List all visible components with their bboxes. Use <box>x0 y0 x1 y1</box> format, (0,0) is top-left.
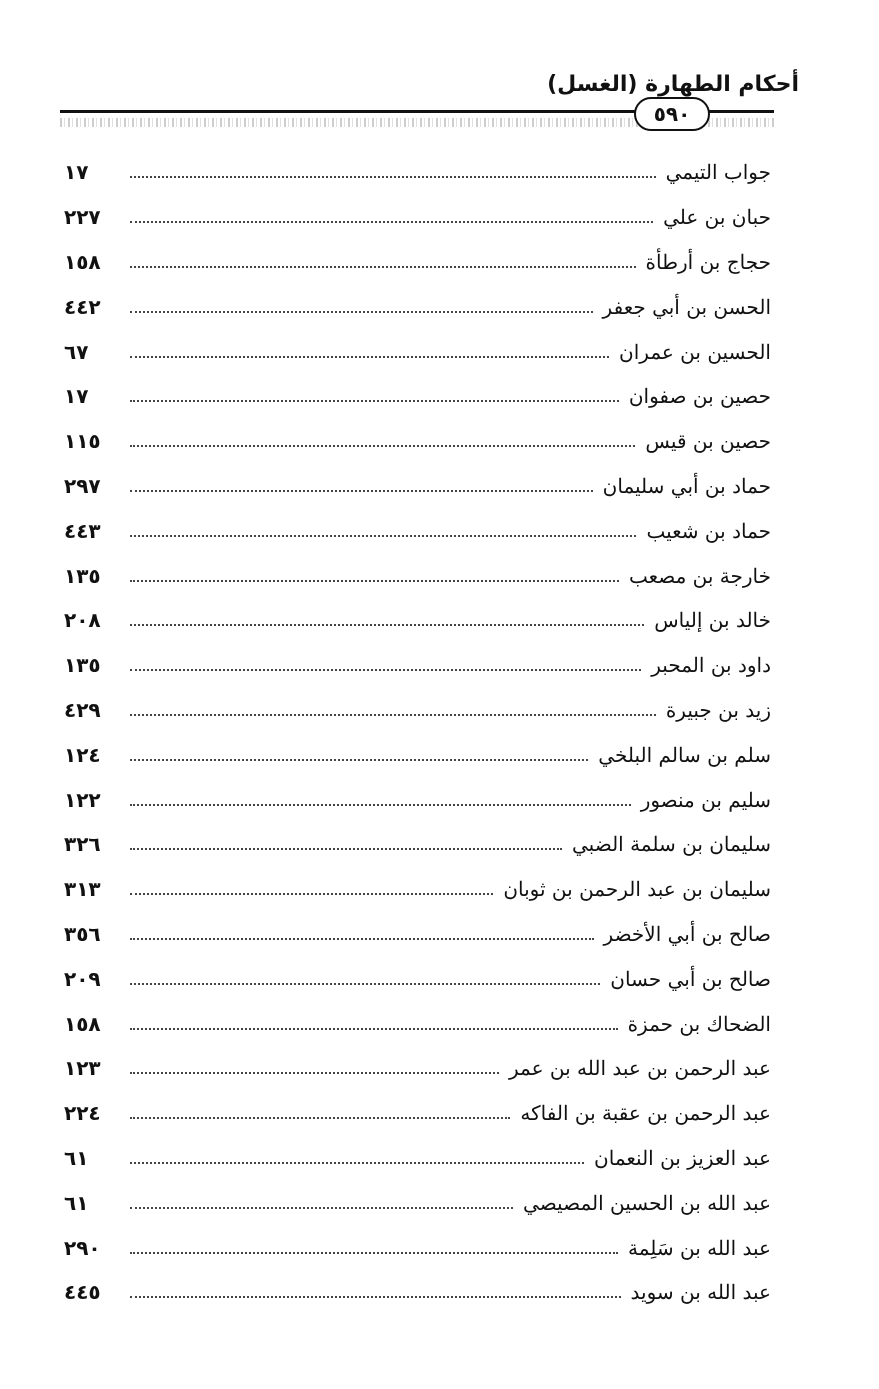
index-entry <box>64 1001 771 1046</box>
index-entry <box>64 508 771 553</box>
entry-page-number: ٦١ <box>64 1190 89 1215</box>
entry-name: جواب التيمي <box>665 160 771 185</box>
dot-leader <box>130 848 562 850</box>
index-entry <box>64 598 771 643</box>
dot-leader <box>130 669 641 671</box>
entry-page-number: ٢٢٧ <box>64 205 101 230</box>
dot-leader <box>130 176 656 178</box>
dot-leader <box>130 1162 584 1164</box>
entry-name: عبد الرحمن بن عبد الله بن عمر <box>508 1056 771 1081</box>
dot-leader <box>130 759 588 761</box>
entry-name: خارجة بن مصعب <box>628 563 771 588</box>
dot-leader <box>130 266 636 268</box>
index-entry <box>64 822 771 867</box>
dot-leader <box>130 1207 513 1209</box>
entry-name: حماد بن شعيب <box>646 518 771 543</box>
entry-page-number: ٤٤٥ <box>64 1280 101 1305</box>
entry-name: صالح بن أبي حسان <box>610 966 771 991</box>
index-entry <box>64 688 771 733</box>
dot-leader <box>130 1072 499 1074</box>
dot-leader <box>130 400 619 402</box>
dot-leader <box>130 1117 510 1119</box>
entry-name: الضحاك بن حمزة <box>627 1011 771 1036</box>
dot-leader <box>130 311 593 313</box>
index-entry <box>64 1225 771 1270</box>
index-entry <box>64 419 771 464</box>
dot-leader <box>130 983 600 985</box>
index-entry <box>64 867 771 912</box>
entry-name: عبد الرحمن بن عقبة بن الفاكه <box>520 1101 771 1126</box>
entry-page-number: ٣٥٦ <box>64 921 101 946</box>
entry-page-number: ١٧ <box>64 160 89 185</box>
entry-page-number: ٣٢٦ <box>64 832 101 857</box>
entry-page-number: ٢٠٩ <box>64 966 101 991</box>
dot-leader <box>130 1252 618 1254</box>
running-header-title: أحكام الطهارة (الغسل) <box>547 72 799 97</box>
index-entry <box>64 1180 771 1225</box>
entry-page-number: ٦١ <box>64 1145 89 1170</box>
entry-name: سليمان بن سلمة الضبي <box>572 832 771 857</box>
index-entry <box>64 732 771 777</box>
entry-page-number: ٤٢٩ <box>64 697 101 722</box>
entry-name: سليمان بن عبد الرحمن بن ثوبان <box>503 877 771 902</box>
index-entry <box>64 956 771 1001</box>
entry-name: حصين بن قيس <box>645 429 771 454</box>
dot-leader <box>130 221 653 223</box>
dot-leader <box>130 893 493 895</box>
entry-name: حبان بن علي <box>663 205 771 230</box>
entry-page-number: ٣١٣ <box>64 877 101 902</box>
entry-name: حماد بن أبي سليمان <box>602 473 771 498</box>
dot-leader <box>130 938 594 940</box>
dot-leader <box>130 535 636 537</box>
entry-name: صالح بن أبي الأخضر <box>603 921 771 946</box>
entry-page-number: ١٧ <box>64 384 89 409</box>
index-entry <box>64 195 771 240</box>
index-entry <box>64 240 771 285</box>
index-entry <box>64 553 771 598</box>
dot-leader <box>130 356 609 358</box>
index-entry <box>64 643 771 688</box>
entry-page-number: ١٥٨ <box>64 249 101 274</box>
index-entry <box>64 464 771 509</box>
entry-name: عبد العزيز بن النعمان <box>594 1145 771 1170</box>
entry-page-number: ١١٥ <box>64 429 101 454</box>
index-entry <box>64 284 771 329</box>
entry-page-number: ٦٧ <box>64 339 89 364</box>
index-entry <box>64 1136 771 1181</box>
dot-leader <box>130 580 619 582</box>
dot-leader <box>130 445 635 447</box>
entry-page-number: ١٢٢ <box>64 787 101 812</box>
dot-leader <box>130 714 656 716</box>
entry-page-number: ٤٤٢ <box>64 294 101 319</box>
dot-leader <box>130 804 631 806</box>
dot-leader <box>130 624 644 626</box>
entry-name: عبد الله بن سويد <box>630 1280 771 1305</box>
entry-page-number: ٢٩٧ <box>64 473 101 498</box>
entry-name: حجاج بن أرطأة <box>645 249 771 274</box>
entry-name: الحسين بن عمران <box>619 339 771 364</box>
index-entry <box>64 1091 771 1136</box>
entry-name: سليم بن منصور <box>640 787 771 812</box>
dot-leader <box>130 1296 621 1298</box>
index-entry <box>64 777 771 822</box>
index-entry <box>64 1046 771 1091</box>
entry-page-number: ١٣٥ <box>64 653 101 678</box>
entry-page-number: ٢٢٤ <box>64 1101 101 1126</box>
entry-name: عبد الله بن الحسين المصيصي <box>523 1190 771 1215</box>
entry-name: خالد بن إلياس <box>654 608 771 633</box>
index-entry <box>64 912 771 957</box>
entry-name: سلم بن سالم البلخي <box>598 742 771 767</box>
entry-page-number: ١٢٤ <box>64 742 101 767</box>
entry-page-number: ١٢٣ <box>64 1056 101 1081</box>
index-entry <box>64 329 771 374</box>
index-entry <box>64 150 771 195</box>
index-entry-list <box>64 150 771 1315</box>
entry-name: داود بن المحبر <box>651 653 771 678</box>
index-entry <box>64 1270 771 1315</box>
entry-page-number: ٢٩٠ <box>64 1235 101 1260</box>
entry-page-number: ١٥٨ <box>64 1011 101 1036</box>
page-number-badge: ٥٩٠ <box>634 97 710 131</box>
entry-page-number: ١٣٥ <box>64 563 101 588</box>
entry-page-number: ٢٠٨ <box>64 608 101 633</box>
entry-page-number: ٤٤٣ <box>64 518 101 543</box>
dot-leader <box>130 1028 618 1030</box>
entry-name: الحسن بن أبي جعفر <box>602 294 771 319</box>
entry-name: زيد بن جبيرة <box>665 697 771 722</box>
index-entry <box>64 374 771 419</box>
entry-name: حصين بن صفوان <box>628 384 771 409</box>
dot-leader <box>130 490 593 492</box>
entry-name: عبد الله بن سَلِمة <box>628 1235 771 1260</box>
